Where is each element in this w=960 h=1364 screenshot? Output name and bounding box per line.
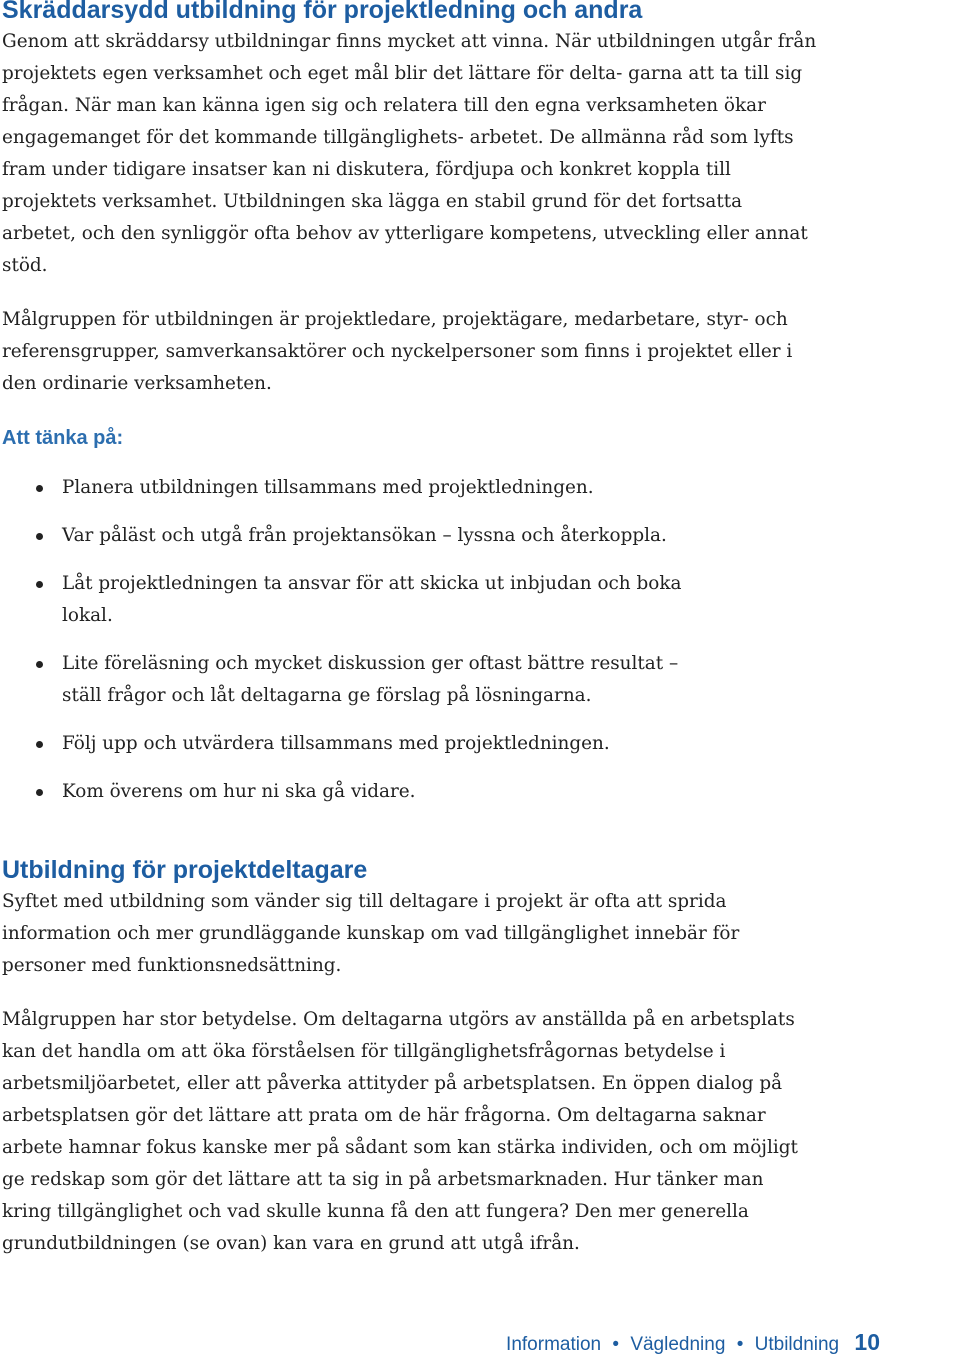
list-item-text: Planera utbildningen tillsammans med projektledningen. xyxy=(62,477,594,498)
list-item-text: Kom överens om hur ni ska gå vidare. xyxy=(62,781,416,802)
list-item xyxy=(2,648,817,712)
paragraph-target-group-matters: Målgruppen har stor betydelse. Om deltagarna utgörs av anställda på en arbetsplats kan det handla om att öka förståelsen för tillgänglighetsfrågornas betydelse i arbetsmiljöarbetet, eller att påverka attityder på arbetsplatsen. En öppen dialog på arbetsplatsen gör det lättare att prata om de här frågorna. Om deltagarna saknar arbete hamnar fokus kanske mer på sådant som kan stärka individen, och om möjligt ge redskap som gör det lättare att ta sig in på arbetsmarknaden. Hur tänker man kring tillgänglighet och vad skulle kunna få den att fungera? Den mer generella grundutbildningen (se ovan) kan vara en grund att utgå ifrån. xyxy=(2,1009,798,1254)
footer-label-information: Information xyxy=(506,1334,602,1355)
footer-separator: • xyxy=(736,1334,744,1355)
list-item-text: Följ upp och utvärdera tillsammans med projektledningen. xyxy=(62,733,610,754)
list-item xyxy=(2,520,817,552)
list-item xyxy=(2,472,817,504)
page-footer xyxy=(506,1326,880,1361)
section-heading-tailored-training: Skräddarsydd utbildning för projektledning och andra xyxy=(2,0,643,24)
paragraph-target-group: Målgruppen för utbildningen är projektledare, projektägare, medarbetare, styr- och referensgrupper, samverkansaktörer och nyckelpersoner som finns i projektet eller i den ordinarie verksamheten. xyxy=(2,309,793,394)
footer-label-guidance: Vägledning xyxy=(630,1334,726,1355)
footer-label-training: Utbildning xyxy=(754,1334,840,1355)
paragraph-purpose: Syftet med utbildning som vänder sig till deltagare i projekt är ofta att sprida information och mer grundläggande kunskap om vad tillgänglighet innebär för personer med funktionsnedsättning. xyxy=(2,891,740,976)
think-about-list xyxy=(2,472,817,808)
list-item-text: Var påläst och utgå från projektansökan – lyssna och återkoppla. xyxy=(62,525,667,546)
bullet-icon xyxy=(36,533,43,540)
list-item xyxy=(2,728,817,760)
subheading-think-about: Att tänka på: xyxy=(2,427,124,449)
footer-separator: • xyxy=(612,1334,620,1355)
section-heading-participant-training: Utbildning för projektdeltagare xyxy=(2,856,368,884)
paragraph-tailored-intro: Genom att skräddarsy utbildningar finns mycket att vinna. När utbildningen utgår från projektets egen verksamhet och eget mål blir det lättare för delta- garna att ta till sig frågan. När man kan känna igen sig och relatera till den egna verksamheten ökar engagemanget för det kommande tillgänglighets- arbetet. De allmänna råd som lyfts fram under tidigare insatser kan ni diskutera, fördjupa och konkret koppla till projektets verksamhet. Utbildningen ska lägga en stabil grund för det fortsatta arbetet, och den synliggör ofta behov av ytterligare kompetens, utveckling eller annat stöd. xyxy=(2,31,817,276)
bullet-icon xyxy=(36,741,43,748)
list-item xyxy=(2,568,817,632)
bullet-icon xyxy=(36,789,43,796)
bullet-icon xyxy=(36,485,43,492)
bullet-icon xyxy=(36,661,43,668)
bullet-icon xyxy=(36,581,43,588)
list-item-text: Låt projektledningen ta ansvar för att skicka ut inbjudan och boka lokal. xyxy=(62,573,682,626)
page-number: 10 xyxy=(854,1329,880,1355)
list-item xyxy=(2,776,817,808)
list-item-text: Lite föreläsning och mycket diskussion ger oftast bättre resultat – ställ frågor och låt deltagarna ge förslag på lösningarna. xyxy=(62,653,679,706)
page-content xyxy=(2,0,817,1260)
